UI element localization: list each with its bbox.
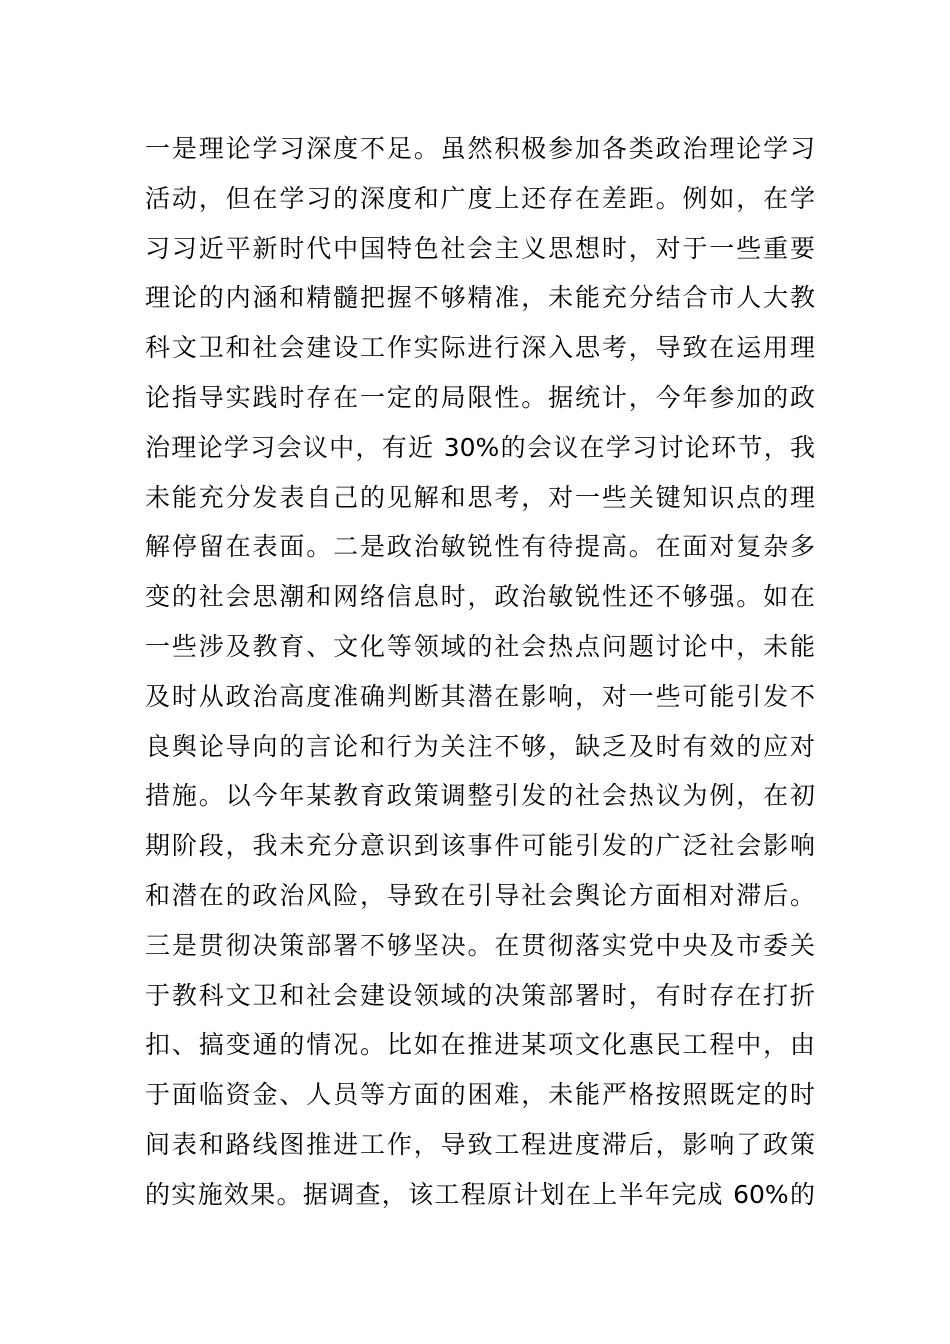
text-line-14: 措施。以今年某教育政策调整引发的社会热议为例，在初 [145,781,815,811]
text-line-18: 于教科文卫和社会建设领域的决策部署时，有时存在打折 [145,980,815,1010]
text-line-19: 扣、搞变通的情况。比如在推进某项文化惠民工程中，由 [145,1030,815,1060]
text-line-16: 和潜在的政治风险，导致在引导社会舆论方面相对滞后。 [145,880,815,910]
text-line-10: 变的社会思潮和网络信息时，政治敏锐性还不够强。如在 [145,582,815,612]
text-line-21: 间表和路线图推进工作，导致工程进度滞后，影响了政策 [145,1129,815,1159]
text-line-11: 一些涉及教育、文化等领域的社会热点问题讨论中，未能 [145,631,815,661]
text-line-13: 良舆论导向的言论和行为关注不够，缺乏及时有效的应对 [145,731,815,761]
text-line-15: 期阶段，我未充分意识到该事件可能引发的广泛社会影响 [145,831,815,861]
text-line-1: 一是理论学习深度不足。虽然积极参加各类政治理论学习 [145,134,815,163]
text-line-20: 于面临资金、人员等方面的困难，未能严格按照既定的时 [145,1080,815,1110]
text-line-22: 的实施效果。据调查，该工程原计划在上半年完成 60%的 [145,1179,815,1209]
text-line-5: 科文卫和社会建设工作实际进行深入思考，导致在运用理 [145,333,815,363]
text-line-9: 解停留在表面。二是政治敏锐性有待提高。在面对复杂多 [145,532,815,562]
body-text [145,124,815,1220]
text-line-12: 及时从政治高度准确判断其潜在影响，对一些可能引发不 [145,681,815,711]
text-line-4: 理论的内涵和精髓把握不够精准，未能充分结合市人大教 [145,283,815,313]
text-line-17: 三是贯彻决策部署不够坚决。在贯彻落实党中央及市委关 [145,930,815,960]
text-line-3: 习习近平新时代中国特色社会主义思想时，对于一些重要 [145,233,815,263]
text-line-2: 活动，但在学习的深度和广度上还存在差距。例如，在学 [145,183,815,213]
text-line-6: 论指导实践时存在一定的局限性。据统计，今年参加的政 [145,382,815,412]
text-line-7: 治理论学习会议中，有近 30%的会议在学习讨论环节，我 [145,432,815,462]
text-line-8: 未能充分发表自己的见解和思考，对一些关键知识点的理 [145,482,815,512]
